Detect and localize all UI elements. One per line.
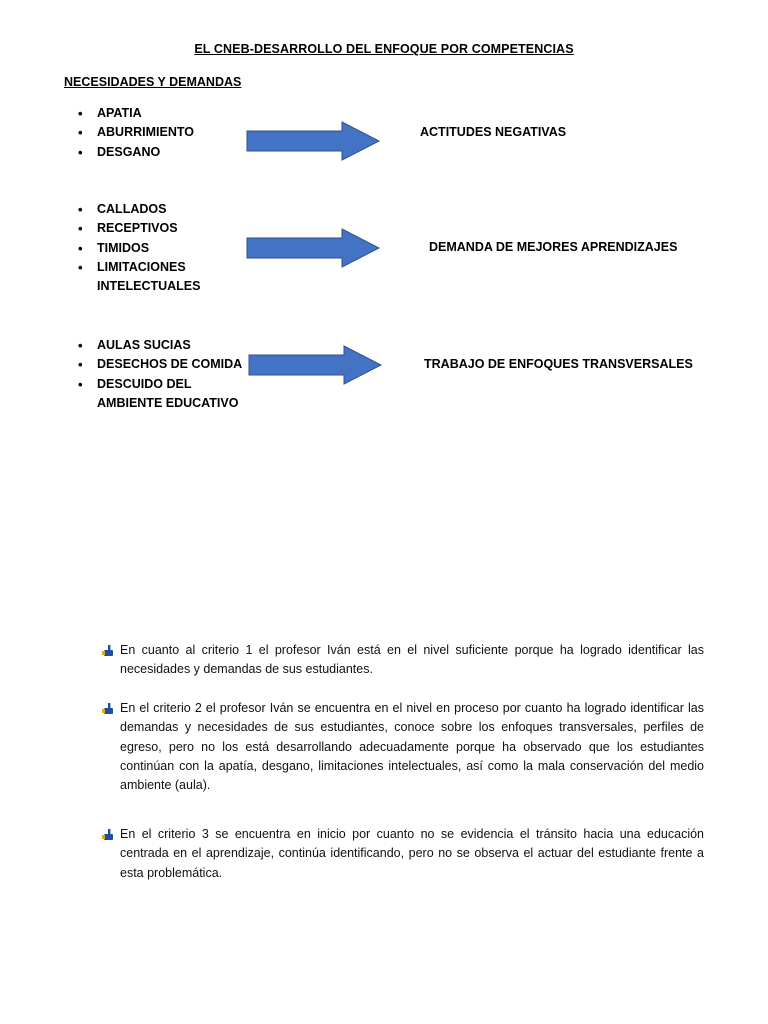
criterion-paragraph-1 (102, 641, 704, 680)
list-item: • DESECHOS DE COMIDA (64, 355, 242, 374)
list-item: • AULAS SUCIAS (64, 336, 242, 355)
hand-pointer-icon (102, 828, 116, 842)
right-arrow-icon (246, 121, 382, 161)
result-label-1: ACTITUDES NEGATIVAS (420, 125, 567, 139)
criterion-paragraph-2 (102, 699, 704, 795)
list-item: • ABURRIMIENTO (64, 123, 194, 142)
criterion-paragraph-3 (102, 825, 704, 883)
list-item: • DESCUIDO DEL (64, 375, 242, 394)
list-item: • RECEPTIVOS (64, 219, 200, 238)
list-item: • CALLADOS (64, 200, 200, 219)
right-arrow-icon (248, 345, 384, 385)
list-item-continuation: INTELECTUALES (97, 279, 201, 294)
right-arrow-icon (246, 228, 382, 268)
hand-pointer-icon (102, 702, 116, 716)
result-label-3: TRABAJO DE ENFOQUES TRANSVERSALES (424, 357, 693, 371)
list-item: • APATIA (64, 104, 194, 123)
list-item: • LIMITACIONES (64, 258, 200, 277)
paragraph-text: En el criterio 3 se encuentra en inicio por cuanto no se evidencia el tránsito hacia una educación centrada en el aprendizaje, continúa identificando, pero no se observa el actuar del estudiante frente a esta problemática. (120, 827, 704, 880)
list-item-continuation: AMBIENTE EDUCATIVO (97, 395, 239, 410)
document-title: EL CNEB-DESARROLLO DEL ENFOQUE POR COMPETENCIAS (194, 42, 574, 56)
needs-list-2 (64, 200, 200, 296)
paragraph-text: En el criterio 2 el profesor Iván se encuentra en el nivel en proceso por cuanto ha logrado identificar las demandas y necesidades de sus estudiantes, conoce sobre los enfoques transversales, perfiles de egreso, pero no los está desarrollando adecuadamente porque ha observado que los estudiantes continúan con la apatía, desgano, limitaciones intelectuales, así como la mala conservación del medio ambiente (aula). (120, 701, 704, 793)
hand-pointer-icon (102, 644, 116, 658)
result-label-2: DEMANDA DE MEJORES APRENDIZAJES (429, 240, 678, 254)
list-item: • TIMIDOS (64, 239, 200, 258)
needs-list-3 (64, 336, 242, 413)
paragraph-text: En cuanto al criterio 1 el profesor Iván está en el nivel suficiente porque ha logrado identificar las necesidades y demandas de sus estudiantes. (120, 643, 704, 677)
needs-list-1 (64, 104, 194, 162)
list-item: • DESGANO (64, 143, 194, 162)
section-heading: NECESIDADES Y DEMANDAS (64, 75, 242, 89)
